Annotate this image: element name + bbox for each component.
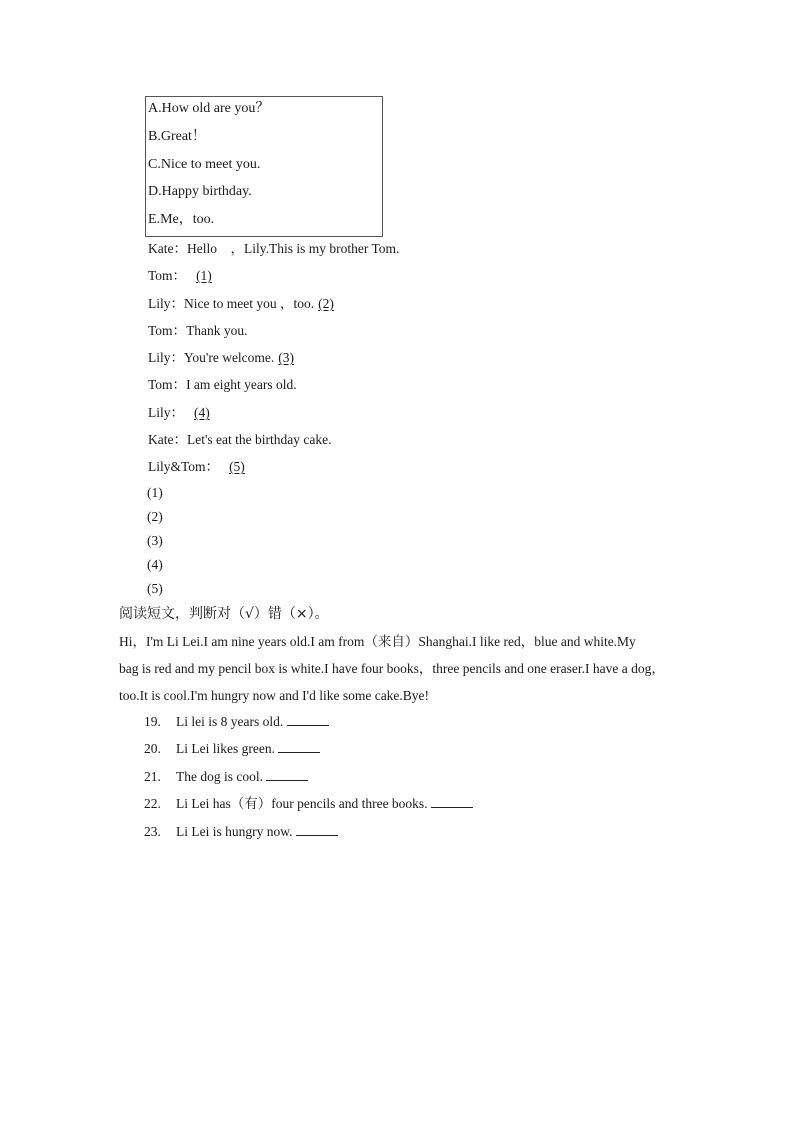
answer-line[interactable] bbox=[287, 713, 329, 726]
dialogue-line bbox=[148, 322, 248, 340]
passage-line: too.It is cool.I'm hungry now and I'd like some cake.Bye! bbox=[119, 688, 430, 703]
option-c: C.Nice to meet you. bbox=[148, 157, 261, 172]
dialogue-line bbox=[148, 267, 212, 285]
dialogue-text: Thank you. bbox=[186, 323, 248, 338]
question-item bbox=[144, 795, 473, 813]
passage-line: Hi，I'm Li Lei.I am nine years old.I am from（来自）Shanghai.I like red，blue and white.My bbox=[119, 634, 636, 649]
options-box bbox=[145, 96, 383, 237]
speaker: Lily： bbox=[148, 350, 184, 365]
dialogue-line bbox=[148, 295, 334, 313]
answer-number: (4) bbox=[147, 557, 163, 572]
answer-number: (5) bbox=[147, 581, 163, 596]
answer-blank: (3) bbox=[278, 350, 295, 365]
dialogue-text: I am eight years old. bbox=[186, 377, 297, 392]
answer-number: (2) bbox=[147, 509, 163, 524]
passage-line: bag is red and my pencil box is white.I have four books，three pencils and one eraser.I have a dog， bbox=[119, 661, 665, 676]
answer-line[interactable] bbox=[431, 795, 473, 808]
question-text: Li Lei is hungry now. bbox=[176, 824, 293, 839]
question-text: The dog is cool. bbox=[176, 769, 263, 784]
dialogue-line bbox=[148, 240, 399, 258]
question-item bbox=[144, 713, 329, 731]
answer-number: (3) bbox=[147, 533, 163, 548]
question-item bbox=[144, 823, 338, 841]
answer-blank: (1) bbox=[196, 268, 212, 283]
speaker: Lily： bbox=[148, 405, 184, 420]
speaker: Lily&Tom： bbox=[148, 459, 220, 474]
answer-blank: (2) bbox=[318, 296, 334, 311]
answer-blank: (5) bbox=[229, 459, 245, 474]
question-number: 21. bbox=[144, 769, 161, 784]
answer-line[interactable] bbox=[278, 740, 320, 753]
answer-line[interactable] bbox=[296, 823, 338, 836]
question-number: 19. bbox=[144, 714, 161, 729]
dialogue-line bbox=[148, 431, 331, 449]
question-text: Li Lei has（有）four pencils and three books. bbox=[176, 796, 428, 811]
answer-line[interactable] bbox=[266, 768, 308, 781]
option-b: B.Great！ bbox=[148, 129, 206, 144]
answer-number: (1) bbox=[147, 485, 163, 500]
option-a: A.How old are you？ bbox=[148, 101, 270, 116]
question-text: Li Lei likes green. bbox=[176, 741, 275, 756]
question-number: 22. bbox=[144, 796, 161, 811]
question-number: 20. bbox=[144, 741, 161, 756]
answer-blank: (4) bbox=[194, 405, 210, 420]
speaker: Kate： bbox=[148, 432, 187, 447]
dialogue-text: Let's eat the birthday cake. bbox=[186, 432, 332, 447]
dialogue-line bbox=[148, 376, 297, 394]
option-d: D.Happy birthday. bbox=[148, 184, 252, 199]
speaker: Kate： bbox=[148, 241, 187, 256]
question-item bbox=[144, 740, 320, 758]
dialogue-line bbox=[148, 404, 210, 422]
speaker: Tom： bbox=[148, 268, 187, 283]
question-text: Li lei is 8 years old. bbox=[176, 714, 284, 729]
dialogue-text: Hello ，Lily.This is my brother Tom. bbox=[186, 241, 400, 256]
option-e: E.Me，too. bbox=[148, 212, 215, 227]
dialogue-text: You're welcome. bbox=[184, 350, 275, 365]
dialogue-line bbox=[148, 349, 294, 367]
speaker: Tom： bbox=[148, 323, 187, 338]
reading-instruction: 阅读短文，判断对（√）错（×）。 bbox=[119, 606, 329, 622]
dialogue-text: Nice to meet you ，too. bbox=[184, 296, 315, 311]
question-number: 23. bbox=[144, 824, 161, 839]
dialogue-line bbox=[148, 458, 245, 476]
speaker: Lily： bbox=[148, 296, 184, 311]
speaker: Tom： bbox=[148, 377, 187, 392]
question-item bbox=[144, 768, 308, 786]
